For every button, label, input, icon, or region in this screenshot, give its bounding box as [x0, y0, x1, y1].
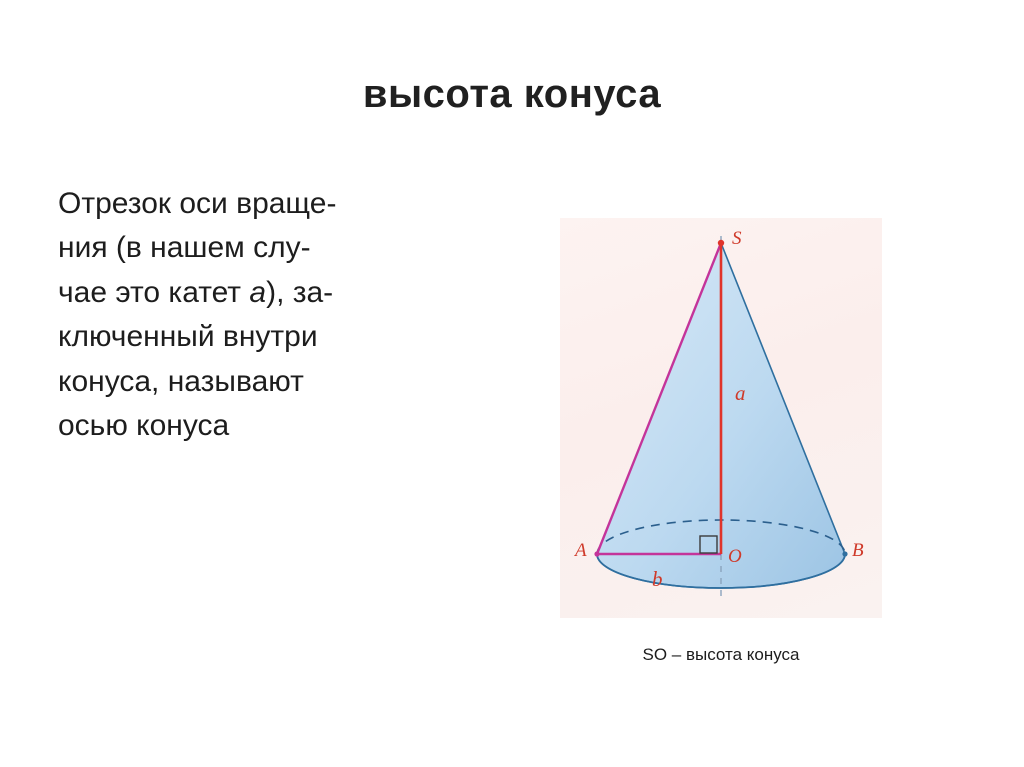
body-line: осью конуса [58, 408, 230, 442]
cone-diagram-svg [560, 218, 882, 618]
body-line-with-italic [58, 271, 478, 315]
body-line-text-b: ), за- [266, 275, 334, 309]
label-a-height: a [735, 381, 746, 405]
body-line: Отрезок оси враще- [58, 187, 337, 220]
body-line-text-a: чае это катет [58, 275, 250, 309]
point-b [842, 551, 847, 556]
page-title: высота конуса [362, 72, 662, 116]
body-line: конуса, называют [58, 364, 304, 398]
label-b-vertex: B [852, 540, 864, 561]
point-a [594, 551, 599, 556]
cone-figure [560, 218, 882, 618]
label-o: O [728, 546, 742, 567]
body-line: ния (в нашем слу- [58, 231, 311, 265]
label-s: S [732, 228, 742, 249]
apex-point [718, 240, 724, 246]
italic-variable-a: a [249, 275, 267, 309]
label-b-radius: b [652, 567, 663, 591]
label-a-vertex: A [575, 540, 587, 561]
body-line: ключенный внутри [58, 320, 318, 354]
body-text-block [58, 182, 478, 448]
figure-caption: SO – высота конуса [642, 645, 800, 664]
